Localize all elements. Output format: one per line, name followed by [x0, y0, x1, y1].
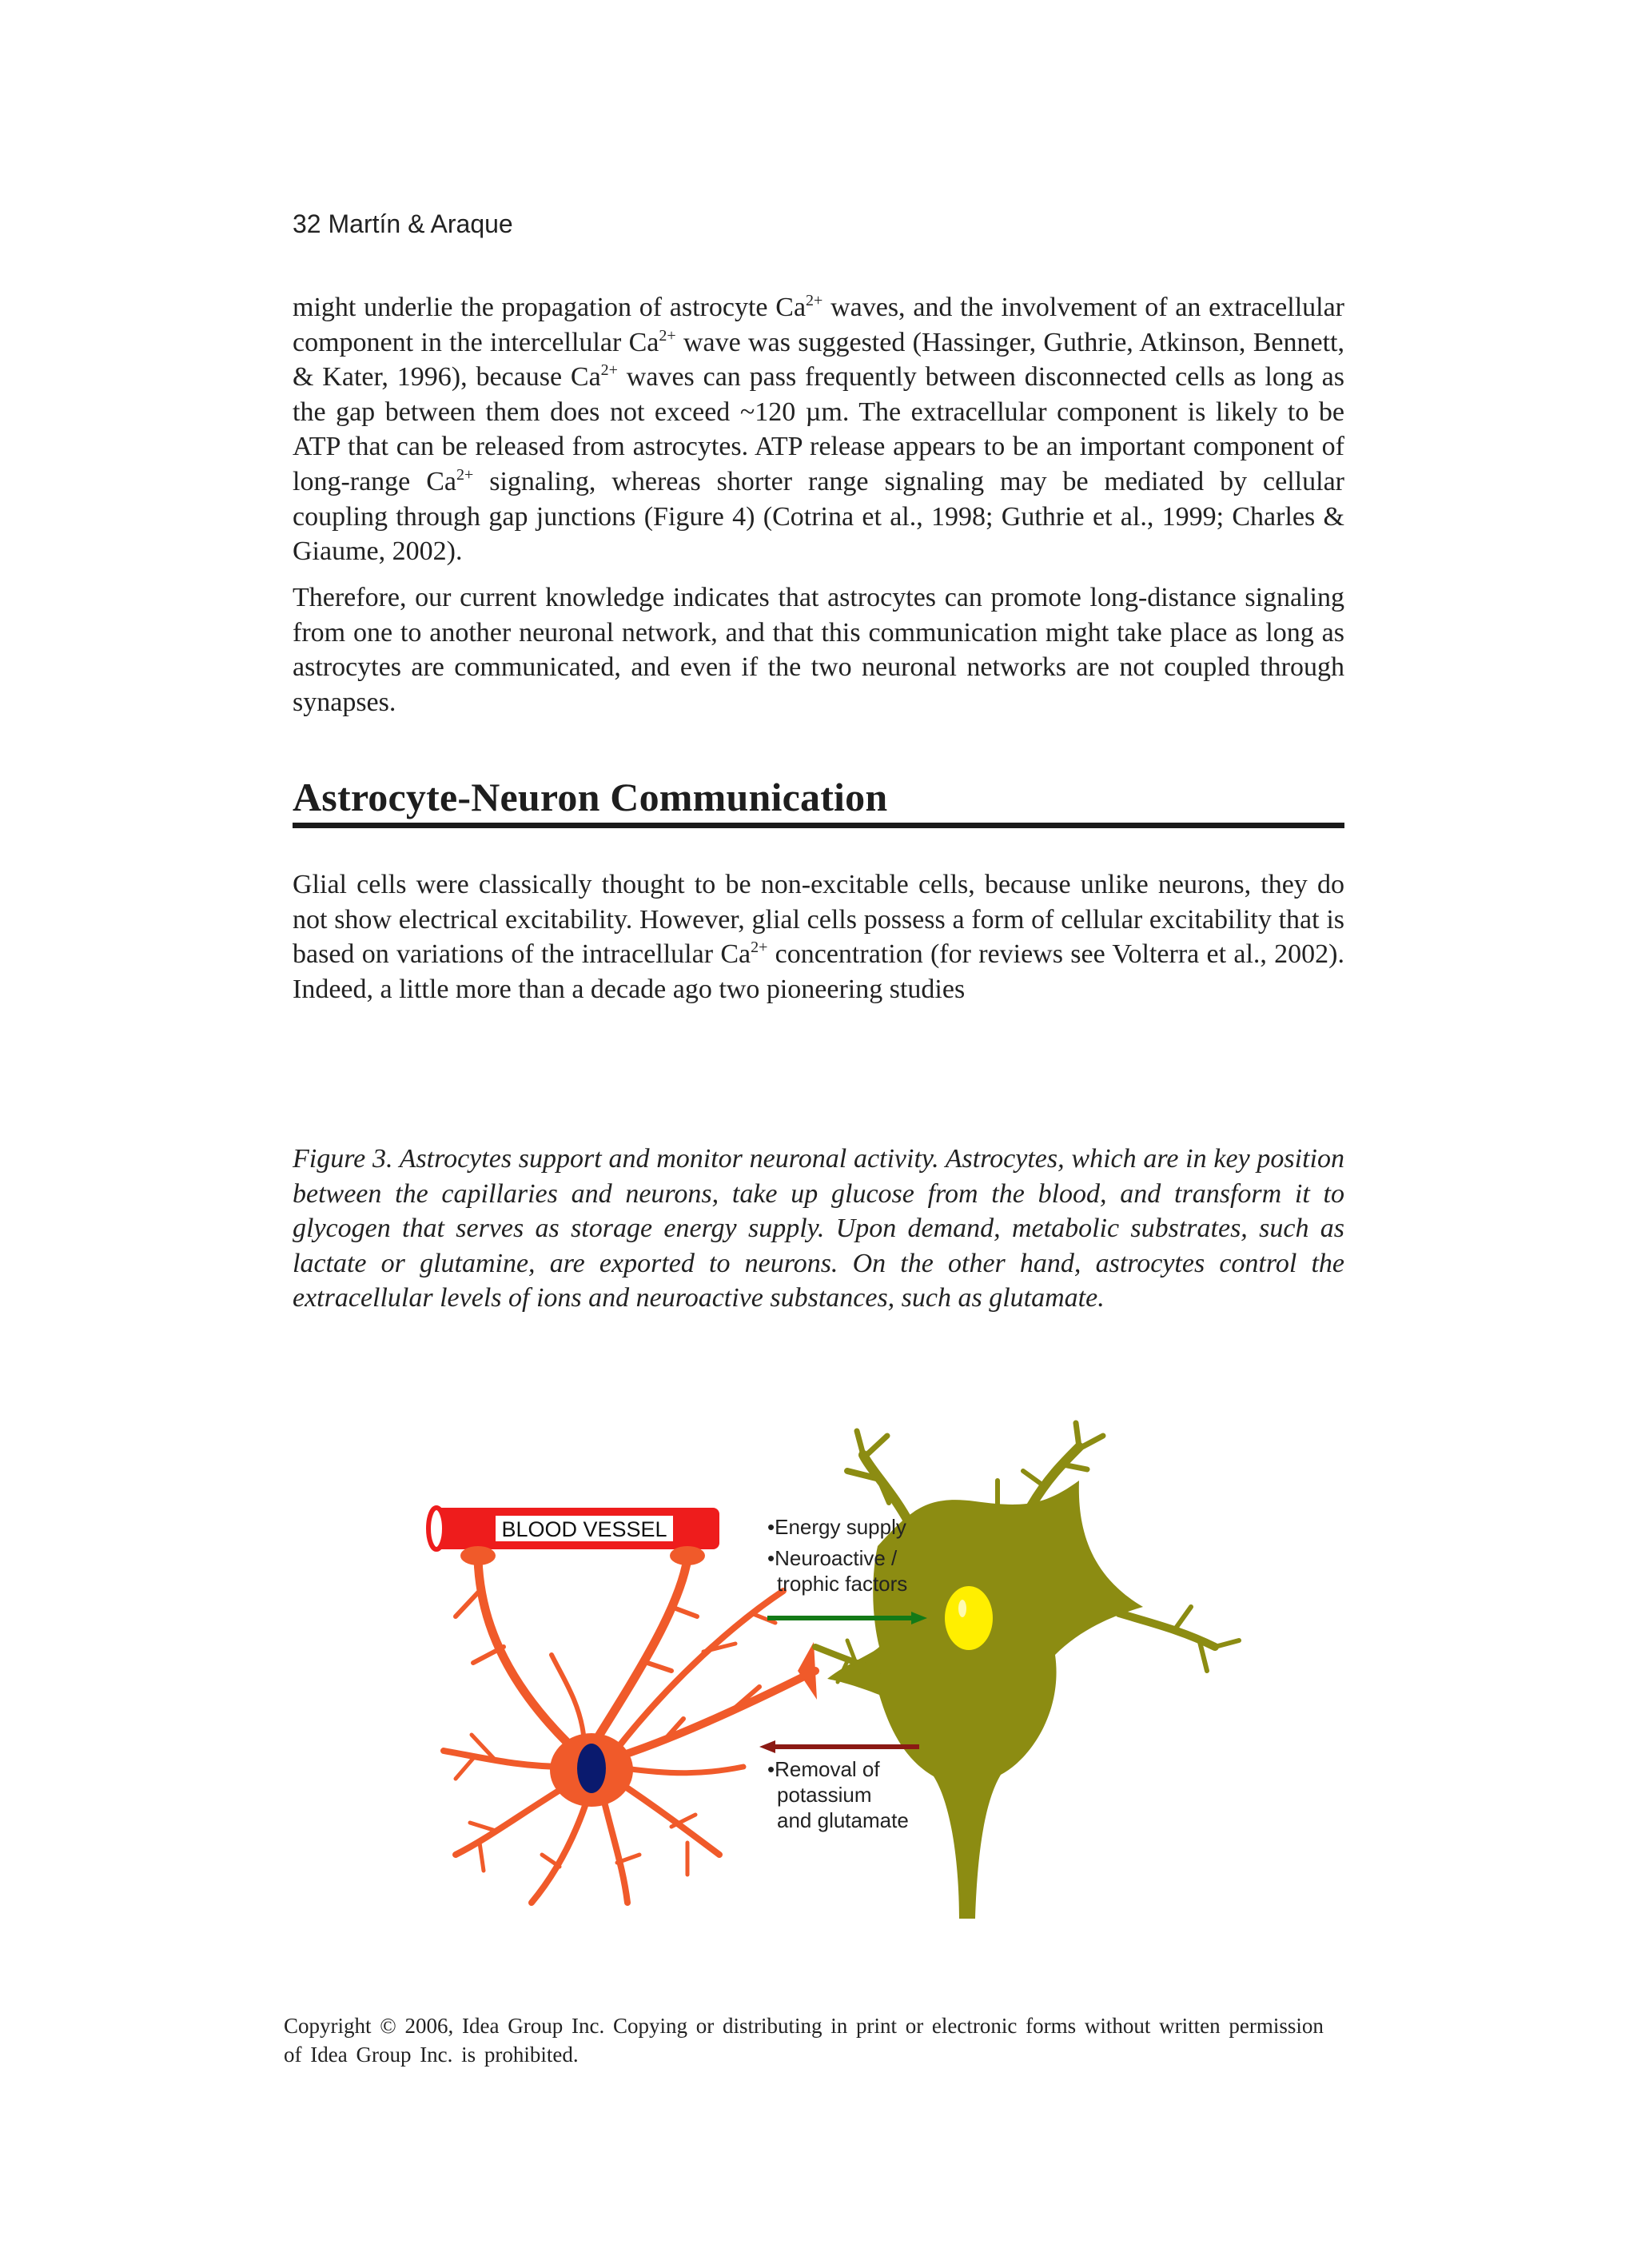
glutamate-label: and glutamate — [777, 1808, 909, 1832]
section-rule — [293, 823, 1344, 828]
energy-supply-label: •Energy supply — [767, 1515, 906, 1539]
potassium-label: potassium — [777, 1783, 872, 1807]
text-run: wave was suggested (Hassinger, Guthrie, Atkinson, Bennett, & Kater, 1996), because Ca — [293, 327, 1344, 393]
removal-label: •Removal of — [767, 1757, 880, 1781]
figure-illustration — [400, 1407, 1295, 1935]
text-run: waves, and the involvement of an extracellular component in the intercellular Ca — [293, 293, 1345, 357]
ion-superscript: 2+ — [751, 939, 768, 957]
text-run: might underlie the propagation of astrocyte Ca — [293, 293, 807, 322]
section-heading: Astrocyte-Neuron Communication — [293, 775, 888, 819]
ion-superscript: 2+ — [456, 465, 474, 484]
figure-caption: Figure 3. Astrocytes support and monitor neuronal activity. Astrocytes, which are in key position between the capillaries and neurons, take up glucose from the blood, and transform it to glycogen that serves as storage energy supply. Upon demand, metabolic substrates, such as lactate or glutamine, are exported to neurons. On the other hand, astrocytes control the extracellular levels of ions and neuroactive substances, such as glutamate. — [293, 1144, 1344, 1313]
blood-vessel-label: BLOOD VESSEL — [501, 1517, 667, 1541]
astrocyte-soma — [550, 1733, 633, 1807]
astrocyte-nucleus — [577, 1744, 606, 1793]
copyright-notice: Copyright © 2006, Idea Group Inc. Copying or distributing in print or electronic forms without written permission of Idea Group Inc. is prohibited. — [284, 2014, 1324, 2067]
trophic-factors-label: trophic factors — [777, 1572, 908, 1596]
body-paragraph — [293, 867, 1344, 1006]
body-paragraph — [293, 290, 1344, 569]
arrow-to-astrocyte — [759, 1740, 919, 1753]
running-head: 32 Martín & Araque — [293, 209, 513, 238]
text-run: concentration (for reviews see Volterra et al., 2002). Indeed, a little more than a decade ago two pioneering studies — [293, 939, 1344, 1004]
ion-superscript: 2+ — [600, 361, 618, 380]
text-run: Glial cells were classically thought to be non-excitable cells, because unlike neurons, they do not show electrical excitability. However, glial cells possess a form of cellular excitability that is based on variations of the intracellular Ca — [293, 870, 1344, 970]
figure-astrocyte-neuron — [400, 1407, 1295, 1935]
astrocyte — [444, 1559, 815, 1903]
body-paragraph: Therefore, our current knowledge indicates that astrocytes can promote long-distance signaling from one to another neuronal network, and that this communication might take place as long as astrocytes are communicated, and even if the two neuronal networks are not coupled through synapses. — [293, 583, 1344, 717]
astrocyte-endfoot — [798, 1642, 817, 1700]
text-run: waves can pass frequently between disconnected cells as long as the gap between them does not exceed ~120 µm. The extracellular component is likely to be ATP that can be released from astrocytes. ATP release appears to be an important component of long-range Ca — [293, 362, 1345, 496]
neuron — [815, 1423, 1239, 1919]
blood-vessel — [428, 1508, 719, 1565]
text-run: signaling, whereas shorter range signaling may be mediated by cellular coupling through gap junctions (Figure 4) (Cotrina et al., 1998; Guthrie et al., 1999; Charles & Giaume, 2002). — [293, 466, 1344, 567]
ion-superscript: 2+ — [659, 326, 676, 345]
neuroactive-label: •Neuroactive / — [767, 1546, 898, 1570]
ion-superscript: 2+ — [806, 292, 823, 309]
neuron-nucleus — [945, 1586, 993, 1650]
